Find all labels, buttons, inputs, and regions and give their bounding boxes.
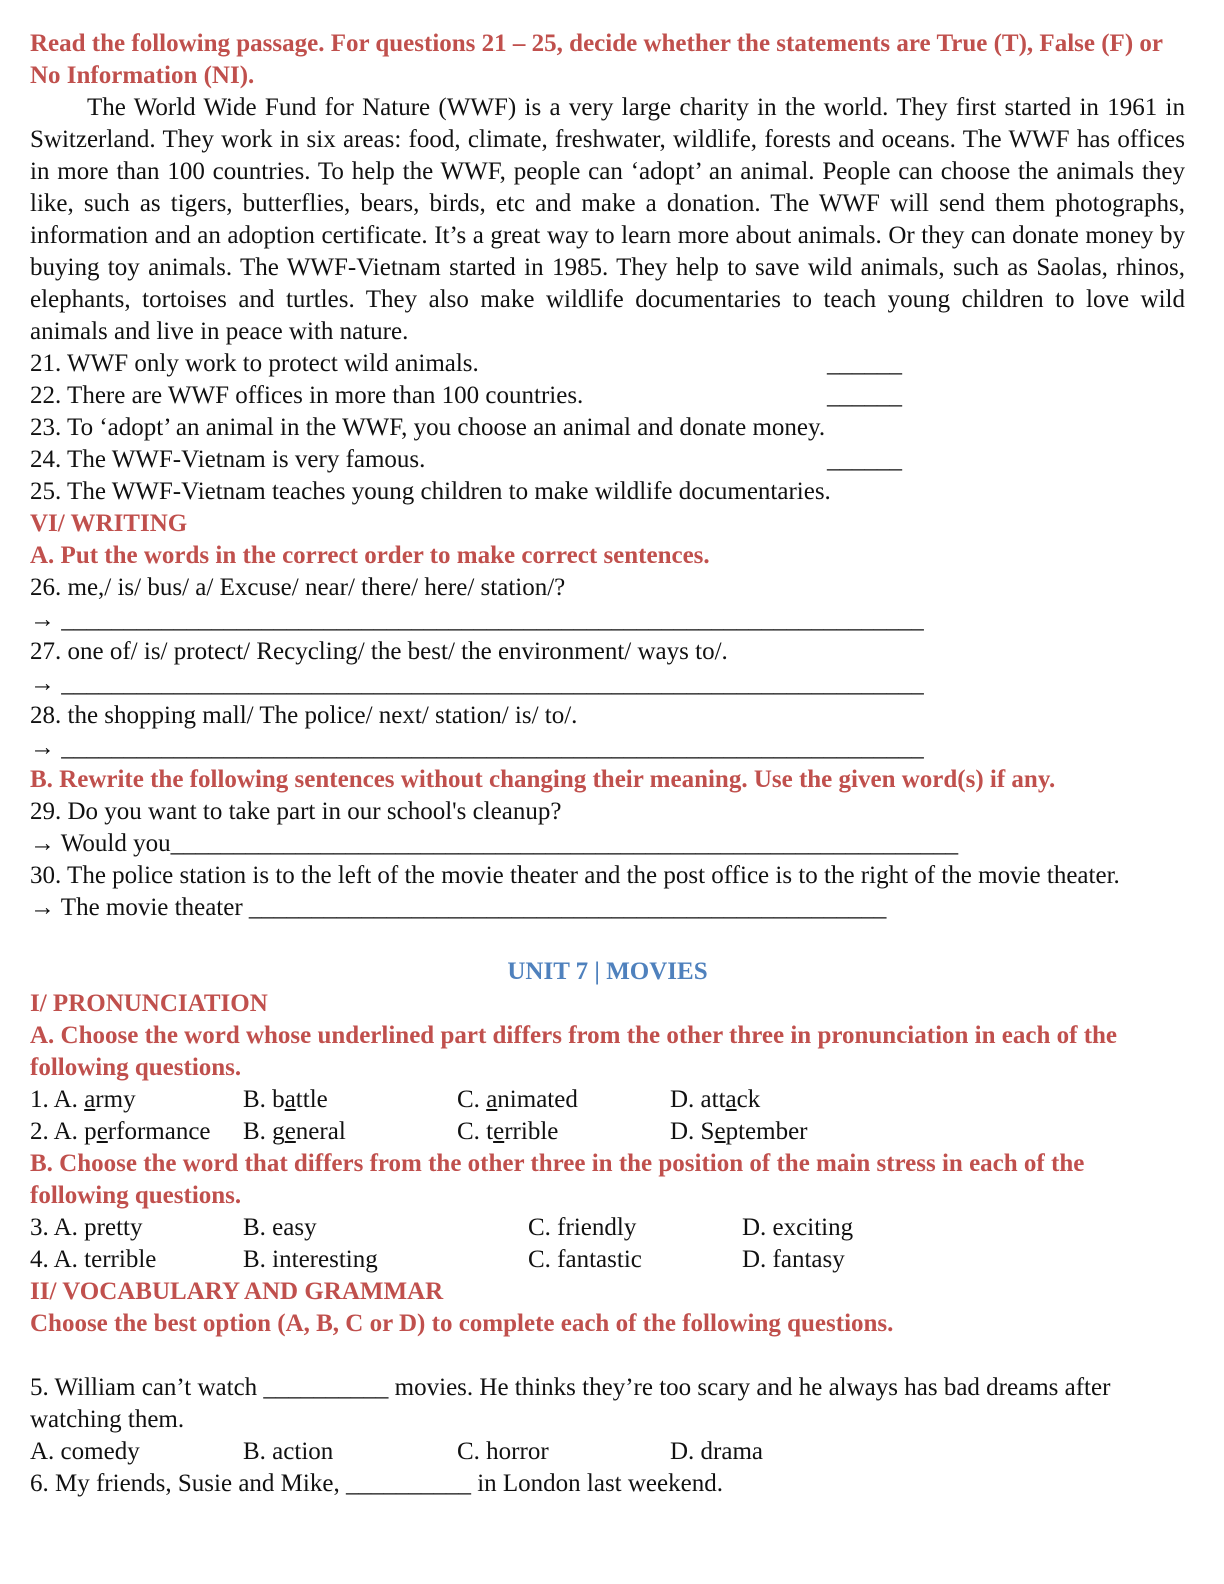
option-d[interactable]: D. exciting (742, 1214, 854, 1241)
vocab-instruction: Choose the best option (A, B, C or D) to complete each of the following questions. (30, 1310, 894, 1337)
option-a[interactable]: A. comedy (30, 1438, 140, 1465)
question-6: 6. My friends, Susie and Mike, __________ in London last weekend. (30, 1470, 723, 1497)
question-29: 29. Do you want to take part in our school's cleanup? (30, 798, 562, 825)
option-a[interactable]: 4. A. terrible (30, 1246, 157, 1273)
question-text: 22. There are WWF offices in more than 100 countries. (30, 382, 584, 409)
answer-line-30[interactable]: → The movie theater ___________________________________________________ (30, 894, 887, 921)
writing-heading: VI/ WRITING (30, 510, 188, 537)
option-a[interactable]: 3. A. pretty (30, 1214, 143, 1241)
question-25 (30, 476, 1185, 508)
question-27: 27. one of/ is/ protect/ Recycling/ the best/ the environment/ ways to/. (30, 638, 728, 665)
question-30: 30. The police station is to the left of the movie theater and the post office is to the right of the movie theater. (30, 862, 1120, 889)
option-a[interactable]: 1. A. army (30, 1086, 136, 1113)
option-d[interactable]: D. attack (670, 1086, 761, 1113)
pron-question-2 (30, 1116, 1185, 1148)
answer-blank[interactable]: ______ (827, 446, 902, 473)
question-5-options (30, 1436, 1185, 1468)
pronunciation-b-instruction: B. Choose the word that differs from the other three in the position of the main stress in each of the following questions. (30, 1150, 1085, 1209)
option-d[interactable]: D. fantasy (742, 1246, 845, 1273)
option-a[interactable]: 2. A. performance (30, 1118, 211, 1145)
pronunciation-a-instruction: A. Choose the word whose underlined part differs from the other three in pronunciation in each of the following questions. (30, 1022, 1118, 1081)
writing-a-instruction: A. Put the words in the correct order to make correct sentences. (30, 542, 710, 569)
option-d[interactable]: D. drama (670, 1438, 764, 1465)
option-b[interactable]: B. interesting (243, 1246, 378, 1273)
option-c[interactable]: C. friendly (528, 1214, 637, 1241)
vocab-heading: II/ VOCABULARY AND GRAMMAR (30, 1278, 444, 1305)
writing-b-instruction: B. Rewrite the following sentences without changing their meaning. Use the given word(s) if any. (30, 766, 1056, 793)
question-text: 23. To ‘adopt’ an animal in the WWF, you choose an animal and donate money. (30, 414, 826, 441)
stress-question-4 (30, 1244, 1185, 1276)
option-b[interactable]: B. action (243, 1438, 334, 1465)
spacer (30, 1340, 1185, 1372)
unit-title: UNIT 7 | MOVIES (507, 958, 708, 985)
reading-questions (30, 348, 1185, 508)
answer-line-29[interactable]: → Would you_______________________________________________________________ (30, 830, 959, 857)
answer-line-26[interactable]: → _____________________________________________________________________ (30, 606, 924, 633)
answer-line-28[interactable]: → _____________________________________________________________________ (30, 734, 924, 761)
option-c[interactable]: C. horror (457, 1438, 549, 1465)
option-b[interactable]: B. easy (243, 1214, 317, 1241)
question-24 (30, 444, 1185, 476)
answer-blank[interactable]: ______ (827, 350, 902, 377)
question-text: 25. The WWF-Vietnam teaches young children to make wildlife documentaries. (30, 478, 831, 505)
worksheet-page (30, 28, 1185, 1500)
question-text: 24. The WWF-Vietnam is very famous. (30, 446, 426, 473)
question-text: 21. WWF only work to protect wild animals. (30, 350, 479, 377)
option-b[interactable]: B. general (243, 1118, 346, 1145)
option-c[interactable]: C. terrible (457, 1118, 559, 1145)
option-c[interactable]: C. animated (457, 1086, 578, 1113)
question-28: 28. the shopping mall/ The police/ next/ station/ is/ to/. (30, 702, 578, 729)
option-d[interactable]: D. September (670, 1118, 808, 1145)
question-23 (30, 412, 1185, 444)
reading-passage: The World Wide Fund for Nature (WWF) is a very large charity in the world. They first started in 1961 in Switzerland. They work in six areas: food, climate, freshwater, wildlife, forests and oceans. The WWF has offices in more than 100 countries. To help the WWF, people can ‘adopt’ an animal. People can choose the animals they like, such as tigers, butterflies, bears, birds, etc and make a donation. The WWF will send them photographs, information and an adoption certificate. It’s a great way to learn more about animals. Or they can donate money by buying toy animals. The WWF-Vietnam started in 1985. They help to save wild animals, such as Saolas, rhinos, elephants, tortoises and turtles. They also make wildlife documentaries to teach young children to love wild animals and live in peace with nature. (30, 94, 1185, 345)
pronunciation-heading: I/ PRONUNCIATION (30, 990, 268, 1017)
option-c[interactable]: C. fantastic (528, 1246, 642, 1273)
reading-instruction: Read the following passage. For questions 21 – 25, decide whether the statements are True (T), False (F) or No Information (NI). (30, 30, 1163, 89)
answer-line-27[interactable]: → _____________________________________________________________________ (30, 670, 924, 697)
option-b[interactable]: B. battle (243, 1086, 328, 1113)
stress-question-3 (30, 1212, 1185, 1244)
question-21 (30, 348, 1185, 380)
answer-blank[interactable]: ______ (827, 382, 902, 409)
question-22 (30, 380, 1185, 412)
question-5: 5. William can’t watch __________ movies. He thinks they’re too scary and he always has bad dreams after watching them. (30, 1374, 1111, 1433)
pron-question-1 (30, 1084, 1185, 1116)
question-26: 26. me,/ is/ bus/ a/ Excuse/ near/ there/ here/ station/? (30, 574, 566, 601)
